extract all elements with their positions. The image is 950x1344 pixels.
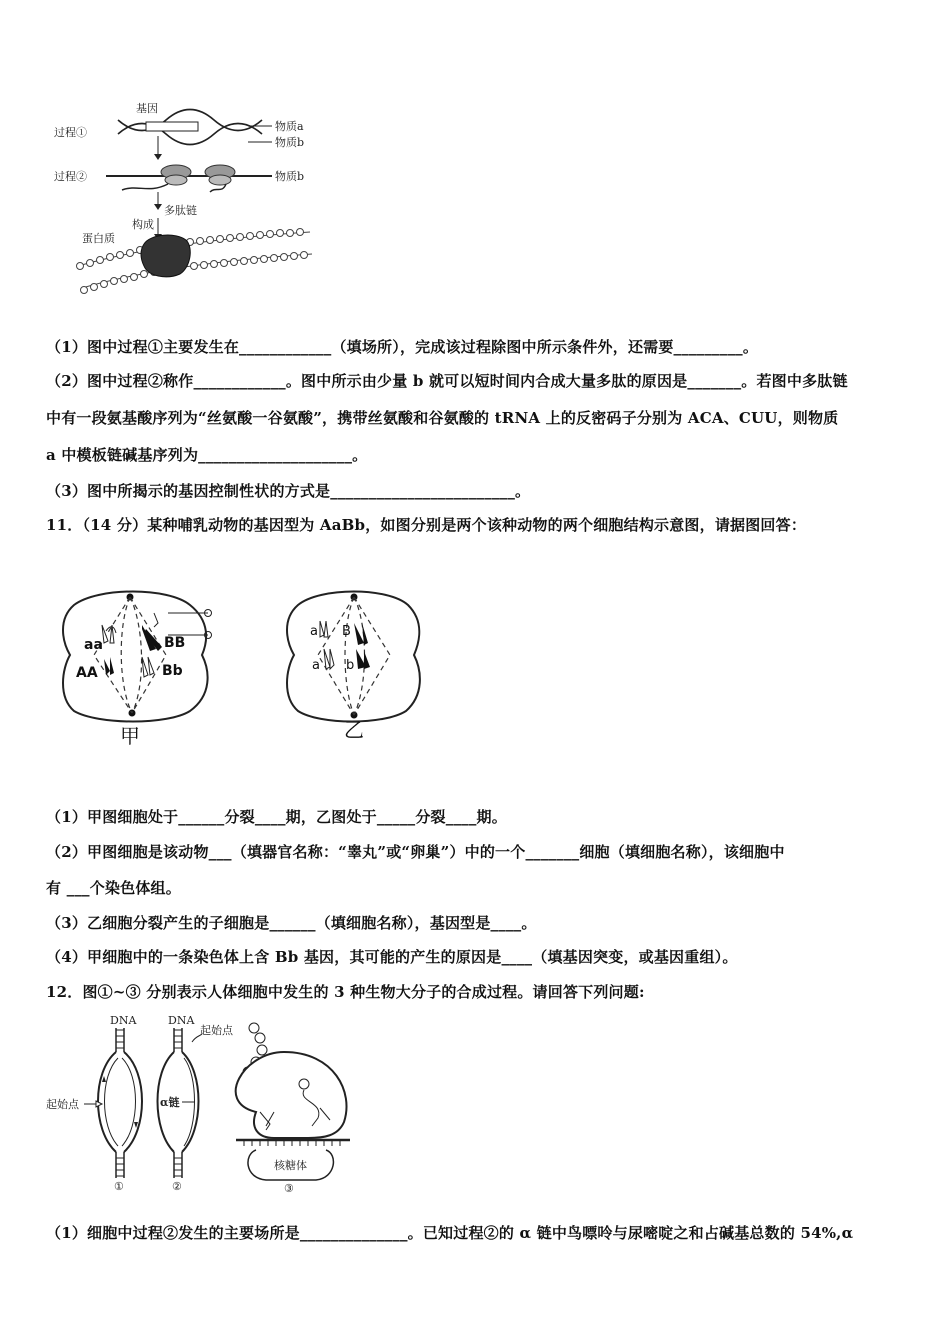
material-a-label: 物质a: [275, 120, 304, 133]
compose-label: 构成: [132, 218, 154, 231]
num-2: ②: [172, 1180, 182, 1193]
dna-label-2: DNA: [168, 1014, 195, 1027]
polypeptide-label: 多肽链: [164, 204, 197, 217]
cell-jia-label-BB: BB: [164, 635, 186, 651]
material-b-label-2: 物质b: [275, 170, 305, 183]
figure-macromolecule-synthesis: [44, 1012, 364, 1194]
origin-label-2: 起始点: [200, 1024, 233, 1037]
figure-gene-expression: [50, 98, 350, 303]
q10-line-3: 中有一段氨基酸序列为“丝氨酸一谷氨酸”，携带丝氨酸和谷氨酸的 tRNA 上的反密码子分别为 ACA、CUU，则物质: [46, 409, 839, 427]
q11-header: 11．（14 分）某种哺乳动物的基因型为 AaBb，如图分别是两个该种动物的两个细胞结构示意图，请据图回答：: [46, 516, 807, 534]
q10-line-5: （3）图中所揭示的基因控制性状的方式是________________________。: [46, 482, 531, 500]
q11-line-2: （2）甲图细胞是该动物___（填器官名称：“睾丸”或“卵巢”）中的一个_______细胞（填细胞名称），该细胞中: [46, 843, 785, 861]
q11-line-3: 有 ___个染色体组。: [46, 879, 181, 897]
gene-label: 基因: [136, 102, 158, 115]
cell-yi-label-a1: a: [310, 624, 318, 639]
cell-yi-label-b: b: [346, 658, 355, 673]
q12-header: 12．图①~③ 分别表示人体细胞中发生的 3 种生物大分子的合成过程。请回答下列问题:: [46, 983, 645, 1001]
process2-label: 过程②: [54, 170, 87, 183]
ribosome-label: 核糖体: [274, 1159, 307, 1172]
q11-line-1: （1）甲图细胞处于______分裂____期，乙图处于_____分裂____期。: [46, 808, 507, 826]
origin-label-1: 起始点: [46, 1098, 79, 1111]
protein-label: 蛋白质: [82, 232, 115, 245]
figure-cells: [58, 585, 428, 745]
cell-yi-label-a2: a: [312, 658, 320, 673]
caption-yi: 乙: [344, 718, 364, 742]
process1-label: 过程①: [54, 126, 87, 139]
cell-jia-label-aa: aa: [84, 637, 103, 653]
material-b-label-1: 物质b: [275, 136, 305, 149]
cell-jia-label-Bb: Bb: [162, 663, 183, 679]
q12-line-1: （1）细胞中过程②发生的主要场所是______________。已知过程②的 α 链中鸟嘌呤与尿嘧啶之和占碱基总数的 54%,α: [46, 1224, 854, 1242]
num-3: ③: [284, 1182, 294, 1194]
q11-line-5: （4）甲细胞中的一条染色体上含 Bb 基因，其可能的产生的原因是____（填基因突变，或基因重组）。: [46, 948, 738, 966]
num-1: ①: [114, 1180, 124, 1193]
q10-line-4: a 中模板链碱基序列为____________________。: [46, 446, 368, 464]
dna-label-1: DNA: [110, 1014, 137, 1027]
cell-jia-label-AA: AA: [76, 665, 98, 681]
q10-line-2: （2）图中过程②称作____________。图中所示由少量 b 就可以短时间内合成大量多肽的原因是_______。若图中多肽链: [46, 372, 848, 390]
q11-line-4: （3）乙细胞分裂产生的子细胞是______（填细胞名称），基因型是____。: [46, 914, 537, 932]
caption-jia: 甲: [120, 724, 140, 745]
cell-yi-label-B: B: [342, 624, 351, 639]
q10-line-1: （1）图中过程①主要发生在____________（填场所），完成该过程除图中所示条件外，还需要_________。: [46, 338, 759, 356]
alpha-chain-label: α链: [160, 1096, 180, 1109]
